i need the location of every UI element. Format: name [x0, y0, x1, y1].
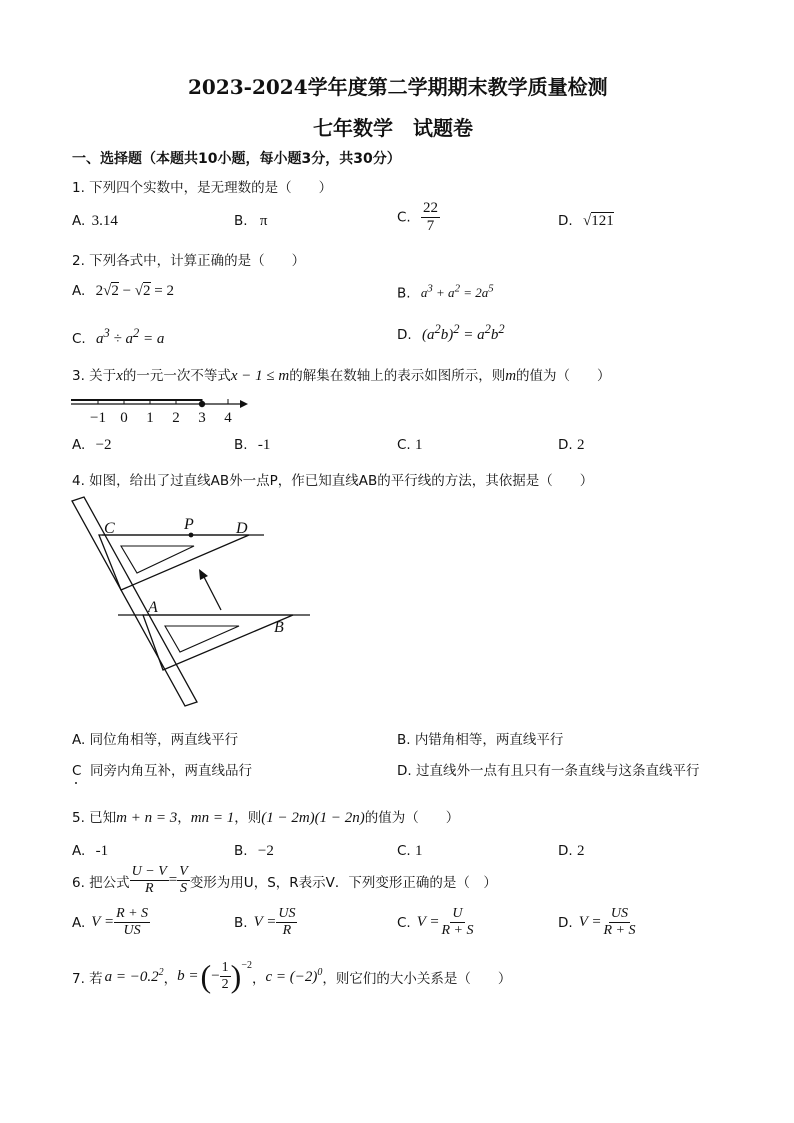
fraction — [421, 201, 440, 234]
q6-option-c — [397, 907, 475, 938]
option-label: D. — [397, 763, 412, 779]
q5-option-a — [72, 843, 108, 860]
expression: $a^3 \div a^2 = a$ — [96, 326, 165, 347]
tick-label: 4 — [224, 410, 232, 426]
stem-text: 变形为用U，S，R表示V．下列变形正确的是（ ） — [189, 874, 497, 891]
question-7-stem — [72, 958, 511, 995]
stem-text: 5. 已知 — [72, 810, 117, 826]
set-square-upper-hole — [121, 546, 194, 573]
expression: $a^3 + a^2 = 2a^5$ — [420, 283, 494, 301]
paren-open: ( — [200, 958, 212, 994]
set-square-lower-hole — [165, 626, 239, 652]
option-label: C. — [397, 437, 411, 453]
sqrt-icon: √ — [134, 283, 144, 299]
stem-text: ，则它们的大小关系是（ ） — [322, 970, 512, 987]
formula-right: $\frac{V}{S}$ — [179, 864, 188, 896]
option-label: B. — [234, 843, 248, 859]
q3-option-d — [558, 437, 584, 454]
arrow-right-icon — [240, 400, 248, 408]
option-text: 同位角相等，两直线平行 — [89, 732, 239, 748]
ruler-shape — [72, 497, 197, 706]
inequality: x − 1 ≤ m — [230, 368, 290, 384]
tick-label: 2 — [172, 410, 180, 426]
option-label: C. — [397, 209, 411, 226]
number-line-figure — [68, 392, 258, 428]
option-label: D. — [558, 843, 573, 859]
exam-title: 2023-2024学年度第二学期期末教学质量检测 — [188, 75, 608, 99]
option-label: D. — [558, 213, 573, 229]
expression: V = — [578, 914, 602, 930]
q4-option-a — [72, 728, 238, 748]
stem-text: 的值为（ ） — [364, 810, 460, 826]
option-label: A. — [72, 437, 86, 453]
question-5-stem — [72, 806, 459, 827]
fraction: $\frac{US}{R + S}$ — [603, 906, 636, 938]
option-label: A. — [72, 843, 86, 859]
q4-option-c — [72, 759, 252, 779]
tick-label: −1 — [90, 410, 106, 426]
option-text: 内错角相等，两直线平行 — [414, 732, 564, 748]
condition-1: m + n = 3 — [116, 810, 178, 826]
option-label: D. — [558, 437, 573, 453]
fraction: $\frac{U}{R + S}$ — [441, 906, 474, 938]
q1-option-c — [397, 201, 440, 234]
q6-option-d — [558, 907, 637, 938]
minus-sign: − — [211, 968, 220, 984]
q6-option-a — [72, 907, 150, 938]
option-value: 2 — [576, 843, 585, 859]
expression: 2√2 − √2 = 2 — [95, 283, 174, 299]
option-value: 3.14 — [91, 213, 118, 229]
expression: V = — [253, 914, 277, 930]
tick-label: 0 — [120, 410, 128, 426]
stray-dot — [75, 782, 77, 784]
option-label: B. — [234, 914, 248, 931]
tick-label: 3 — [198, 410, 206, 426]
expression: V = — [416, 914, 440, 930]
expression: V = — [91, 914, 115, 930]
option-value: 2 — [576, 437, 585, 453]
stem-text: 6. 把公式 — [72, 874, 130, 891]
stem-text: 的值为（ ） — [516, 368, 611, 384]
q4-option-d — [397, 759, 699, 779]
q2-option-b — [397, 283, 494, 301]
q1-option-d — [558, 213, 614, 230]
option-value: π — [259, 213, 268, 229]
stem-text: ， — [177, 810, 191, 826]
stem-text: 的一元一次不等式 — [122, 368, 231, 384]
option-label: C. — [397, 914, 411, 931]
exam-subtitle: 七年数学 试题卷 — [313, 116, 473, 140]
radicand: 121 — [591, 213, 614, 229]
q2-option-a — [72, 283, 174, 300]
option-value: −2 — [257, 843, 274, 859]
translate-arrow — [203, 575, 221, 610]
option-label: B. — [397, 285, 411, 302]
q2-option-d — [397, 322, 505, 344]
option-label: C. — [397, 843, 411, 859]
stem-text: 的解集在数轴上的表示如图所示，则 — [289, 368, 506, 384]
question-6-stem — [72, 865, 497, 896]
q2-option-c — [72, 326, 164, 348]
option-text: 过直线外一点有且只有一条直线与这条直线平行 — [415, 763, 700, 779]
q5-option-b — [234, 843, 274, 860]
expression: $(a^2b)^2 = a^2b^2$ — [421, 322, 505, 343]
stem-text: 7. 若 — [72, 970, 103, 987]
option-value: -1 — [257, 437, 271, 453]
exponent: −2 — [241, 960, 252, 971]
tick-label: 1 — [146, 410, 154, 426]
option-label: A. — [72, 283, 86, 299]
solution-endpoint — [199, 401, 205, 407]
arrow-up-icon — [199, 569, 208, 580]
fraction: $\frac{1}{2}$ — [221, 960, 229, 992]
question-4-stem: 4. 如图，给出了过直线AB外一点P，作已知直线AB的平行线的方法，其依据是（ ） — [72, 473, 594, 489]
option-label: A. — [72, 213, 86, 229]
option-value: 1 — [415, 843, 423, 859]
option-text: 同旁内角互补，两直线品行 — [90, 763, 253, 779]
label-c: C — [104, 520, 115, 537]
question-1-stem: 1. 下列四个实数中，是无理数的是（ ） — [72, 180, 333, 196]
expression: (1 − 2m)(1 − 2n) — [261, 810, 365, 826]
fraction: $\frac{R + S}{US}$ — [116, 906, 149, 938]
label-p: P — [184, 516, 194, 533]
q3-option-c — [397, 437, 423, 454]
sqrt-icon: √ — [103, 283, 112, 299]
sqrt-icon: √ — [582, 213, 592, 229]
stem-text: ， — [251, 970, 266, 987]
label-a: A — [148, 599, 158, 616]
label-d: D — [236, 520, 248, 537]
stem-text: ， — [163, 970, 178, 987]
option-label: D. — [397, 327, 412, 343]
equals-sign: = — [168, 872, 178, 888]
expr-a: $a = -0.2^2$ — [104, 967, 164, 985]
stem-text: 3. 关于 — [72, 368, 117, 384]
option-value: −2 — [95, 437, 112, 453]
paren-close: ) — [230, 958, 242, 994]
q4-option-b — [397, 728, 563, 748]
q1-option-a — [72, 213, 118, 230]
var-x: x — [116, 368, 123, 384]
stem-text: ，则 — [234, 810, 262, 826]
option-label: B. — [234, 437, 248, 453]
q6-option-b — [234, 907, 297, 938]
fraction-numerator: 22 — [423, 200, 439, 216]
option-value: -1 — [95, 843, 109, 859]
var-m: m — [505, 368, 517, 384]
option-label: A. — [72, 914, 86, 931]
fraction-denominator: 7 — [426, 218, 435, 234]
section-heading: 一、选择题（本题共10小题，每小题3分，共30分） — [72, 151, 401, 167]
expr-b: b = — [177, 968, 199, 984]
condition-2: mn = 1 — [190, 810, 235, 826]
label-b: B — [274, 619, 284, 636]
option-value: 1 — [415, 437, 423, 453]
q3-option-a — [72, 437, 112, 454]
point-p — [189, 533, 194, 538]
fraction: $\frac{US}{R}$ — [278, 906, 296, 938]
q5-option-d — [558, 843, 584, 860]
question-3-stem — [72, 364, 611, 385]
q5-option-c — [397, 843, 423, 860]
option-label: C — [72, 763, 82, 779]
option-label: B. — [397, 732, 411, 748]
formula-left: $\frac{U - V}{R}$ — [131, 864, 167, 896]
q3-option-b — [234, 437, 270, 454]
expr-c: $c = (-2)^0$ — [265, 967, 323, 985]
option-label: A. — [72, 732, 86, 748]
q1-option-b — [234, 213, 267, 230]
option-label: B. — [234, 213, 248, 229]
parallel-line-figure — [66, 496, 326, 712]
option-label: C. — [72, 331, 86, 347]
option-label: D. — [558, 914, 573, 931]
question-2-stem: 2. 下列各式中，计算正确的是（ ） — [72, 253, 306, 269]
